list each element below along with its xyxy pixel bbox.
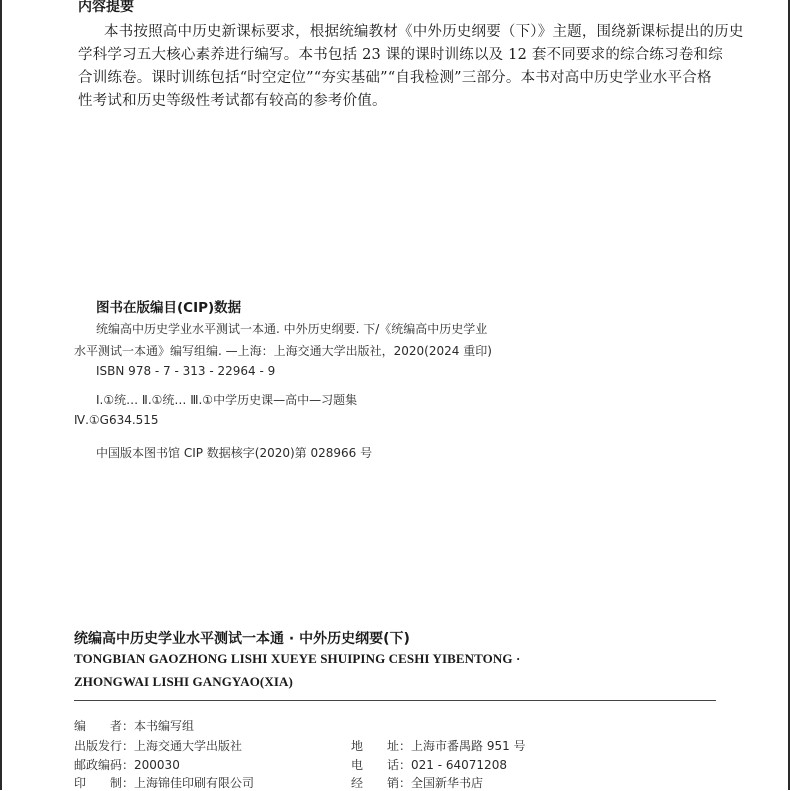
summary-line-2: 学科学习五大核心素养进行编写。本书包括 23 课的课时训练以及 12 套不同要求的综合练习卷和综 [78, 47, 723, 63]
printer-label: 印 制： [74, 776, 135, 790]
cip-record-number: 中国版本图书馆 CIP 数据核字(2020)第 028966 号 [96, 446, 373, 460]
postcode-value: 200030 [134, 758, 180, 772]
summary-title: 内容提要 [78, 0, 134, 15]
postcode-row [74, 756, 180, 773]
publisher-value: 上海交通大学出版社 [134, 739, 243, 753]
page-edge-left [0, 0, 2, 790]
printer-row [74, 774, 254, 791]
book-title-cn: 统编高中历史学业水平测试一本通 · 中外历史纲要(下) [74, 631, 410, 647]
divider-rule [74, 700, 716, 701]
book-title-en-line-1: TONGBIAN GAOZHONG LISHI XUEYE SHUIPING CESHI YIBENTONG · [74, 651, 521, 666]
summary-line-3: 合训练卷。课时训练包括“时空定位”“夯实基础”“自我检测”三部分。本书对高中历史学业水平合格 [78, 70, 712, 86]
editor-label: 编 者： [74, 719, 135, 733]
phone-value: 021 - 64071208 [411, 758, 507, 772]
publisher-label: 出版发行： [74, 739, 135, 753]
cip-line-1: 统编高中历史学业水平测试一本通. 中外历史纲要. 下/《统编高中历史学业 [96, 322, 488, 336]
cip-isbn: ISBN 978 - 7 - 313 - 22964 - 9 [96, 364, 276, 378]
distributor-label: 经 销： [351, 776, 412, 790]
book-title-en-line-2: ZHONGWAI LISHI GANGYAO(XIA) [74, 674, 293, 689]
publisher-row [74, 737, 242, 754]
summary-line-1: 本书按照高中历史新课标要求，根据统编教材《中外历史纲要（下）》主题，围绕新课标提出的历史 [104, 24, 744, 40]
cip-line-2: 水平测试一本通》编写组编. —上海：上海交通大学出版社，2020(2024 重印) [74, 344, 492, 358]
cip-title: 图书在版编目(CIP)数据 [96, 300, 242, 316]
editor-row [74, 717, 194, 734]
distributor-value: 全国新华书店 [411, 776, 484, 790]
cip-classification-1: Ⅰ.①统… Ⅱ.①统… Ⅲ.①中学历史课—高中—习题集 [96, 393, 358, 407]
summary-line-4: 性考试和历史等级性考试都有较高的参考价值。 [78, 93, 387, 109]
phone-row [351, 756, 507, 773]
printer-value: 上海锦佳印刷有限公司 [134, 776, 255, 790]
address-label: 地 址： [351, 739, 412, 753]
distributor-row [351, 774, 483, 791]
phone-label: 电 话： [351, 758, 412, 772]
cip-classification-2: Ⅳ.①G634.515 [74, 413, 159, 427]
address-row [351, 737, 526, 754]
editor-value: 本书编写组 [134, 719, 195, 733]
address-value: 上海市番禺路 951 号 [411, 739, 526, 753]
postcode-label: 邮政编码： [74, 758, 135, 772]
